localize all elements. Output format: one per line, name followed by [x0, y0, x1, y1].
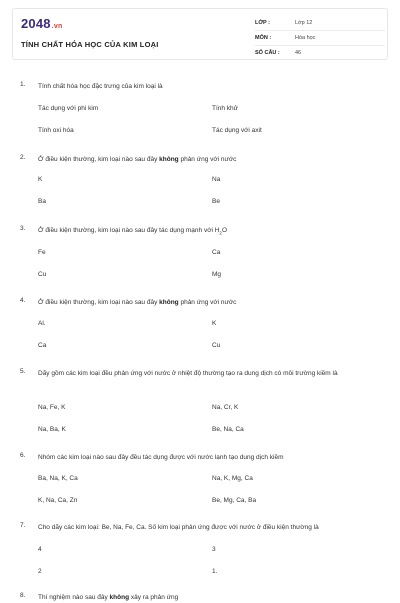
logo-suffix: .vn: [51, 23, 63, 30]
answer-option[interactable]: 3: [212, 546, 216, 553]
answer-option[interactable]: Be, Na, Ca: [212, 426, 244, 433]
answer-option[interactable]: K: [38, 176, 43, 183]
page-title: TÍNH CHẤT HÓA HỌC CỦA KIM LOẠI: [21, 40, 159, 49]
question-text: Dãy gồm các kim loại đều phản ứng với nước ở nhiệt độ thường tạo ra dung dịch có môi trường kiềm là: [38, 370, 338, 377]
answer-option[interactable]: 1.: [212, 568, 218, 575]
answer-option[interactable]: 4: [38, 546, 42, 553]
question-text: Ở điều kiện thường, kim loại nào sau đây không phản ứng với nước: [38, 299, 237, 306]
answer-option[interactable]: K: [212, 320, 217, 327]
question-text: Tính chất hóa học đặc trưng của kim loại là: [38, 83, 163, 90]
answer-option[interactable]: Ca: [212, 249, 221, 256]
meta-value: Hóa học: [295, 35, 316, 41]
question-number: 7.: [20, 522, 26, 529]
answer-option[interactable]: Cu: [212, 342, 221, 349]
answer-option[interactable]: Cu: [38, 271, 47, 278]
question-number: 4.: [20, 297, 26, 304]
answer-option[interactable]: 2: [38, 568, 42, 575]
answer-option[interactable]: Be, Mg, Ca, Ba: [212, 497, 257, 504]
answer-option[interactable]: Na, Fe, K: [38, 404, 66, 411]
meta-label: SỐ CÂU :: [255, 50, 280, 56]
answer-option[interactable]: Tác dụng với phi kim: [38, 105, 99, 112]
meta-label: LỚP :: [255, 20, 270, 26]
answer-option[interactable]: Ca: [38, 342, 47, 349]
question-number: 2.: [20, 154, 26, 161]
answer-option[interactable]: Tính oxi hóa: [38, 127, 74, 134]
answer-option[interactable]: Ba, Na, K, Ca: [38, 475, 78, 482]
answer-option[interactable]: Na: [212, 176, 221, 183]
answer-option[interactable]: Na, Cr, K: [212, 404, 239, 411]
answer-option[interactable]: Fe: [38, 249, 46, 256]
meta-label: MÔN :: [255, 35, 272, 41]
question-text: Thí nghiệm nào sau đây không xảy ra phản ứng: [38, 594, 179, 601]
answer-option[interactable]: Na, Ba, K: [38, 426, 66, 433]
question-number: 5.: [20, 368, 26, 375]
meta-value: Lớp 12: [295, 20, 313, 26]
answer-option[interactable]: Be: [212, 198, 220, 205]
question-number: 8.: [20, 592, 26, 599]
answer-option[interactable]: Tính khử: [212, 105, 239, 112]
answer-option[interactable]: Mg: [212, 271, 222, 278]
emphasis-text: không: [159, 299, 179, 306]
answer-option[interactable]: Na, K, Mg, Ca: [212, 475, 253, 482]
emphasis-text: không: [159, 156, 179, 163]
question-number: 1.: [20, 81, 26, 88]
question-text: Ở điều kiện thường, kim loại nào sau đây tác dụng mạnh với $H_2O$: [38, 227, 227, 236]
question-text: Ở điều kiện thường, kim loại nào sau đây không phản ứng với nước: [38, 156, 237, 163]
answer-option[interactable]: K, Na, Ca, Zn: [38, 497, 78, 504]
meta-value: 46: [295, 50, 302, 56]
answer-option[interactable]: Ba: [38, 198, 46, 205]
answer-option[interactable]: Tác dụng với axit: [212, 127, 262, 134]
question-number: 6.: [20, 452, 26, 459]
question-number: 3.: [20, 225, 26, 232]
answer-option[interactable]: Al.: [38, 320, 46, 327]
emphasis-text: không: [109, 594, 130, 601]
logo-main: 2048: [21, 16, 51, 31]
question-text: Nhóm các kim loại nào sau đây đều tác dụng được với nước lạnh tạo dung dịch kiềm: [38, 454, 284, 461]
question-text: Cho dãy các kim loại: Be, Na, Fe, Ca. Số kim loại phản ứng được với nước ở điều kiện thường là: [38, 524, 319, 531]
